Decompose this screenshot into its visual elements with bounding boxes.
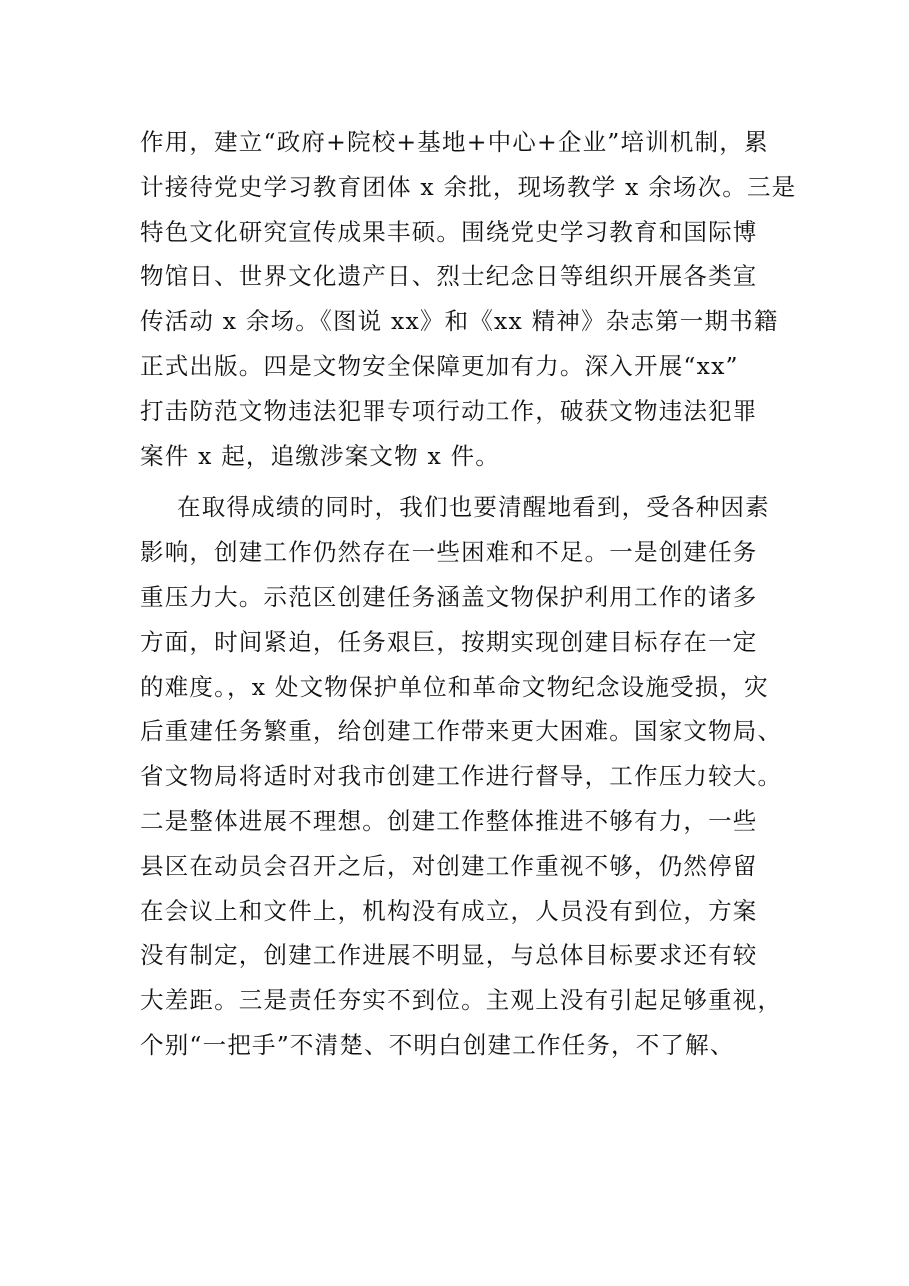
text-line-11: 重压力大。示范区创建任务涵盖文物保护利用工作的诸多	[140, 582, 758, 611]
text-line-12: 方面，时间紧迫，任务艰巨，按期实现创建目标存在一定	[140, 627, 758, 656]
text-line-8: 案件 x 起，追缴涉案文物 x 件。	[140, 441, 500, 470]
text-line-3: 特色文化研究宣传成果丰硕。围绕党史学习教育和国际博	[140, 217, 758, 246]
text-line-13: 的难度。，x 处文物保护单位和革命文物纪念设施受损，灾	[140, 672, 769, 701]
text-line-6: 正式出版。四是文物安全保障更加有力。深入开展“xx”	[140, 351, 739, 380]
text-line-5: 传活动 x 余场。《图说 xx》和《xx 精神》杂志第一期书籍	[140, 307, 779, 336]
text-line-20: 大差距。三是责任夯实不到位。主观上没有引起足够重视，	[140, 986, 783, 1015]
text-line-18: 在会议上和文件上，机构没有成立，人员没有到位，方案	[140, 896, 758, 925]
body-text	[140, 120, 797, 1068]
text-line-2: 计接待党史学习教育团体 x 余批，现场教学 x 余场次。三是	[140, 172, 797, 201]
text-line-15: 省文物局将适时对我市创建工作进行督导，工作压力较大。	[140, 762, 783, 791]
text-line-1: 作用，建立“政府+院校+基地+中心+企业”培训机制，累	[140, 128, 769, 156]
text-line-14: 后重建任务繁重，给创建工作带来更大困难。国家文物局、	[140, 717, 783, 746]
text-line-19: 没有制定，创建工作进展不明显，与总体目标要求还有较	[140, 941, 758, 970]
text-line-10: 影响，创建工作仍然存在一些困难和不足。一是创建任务	[140, 538, 758, 567]
text-line-16: 二是整体进展不理想。创建工作整体推进不够有力，一些	[140, 806, 758, 835]
text-line-21: 个别“一把手”不清楚、不明白创建工作任务，不了解、	[140, 1030, 735, 1059]
text-line-17: 县区在动员会召开之后，对创建工作重视不够，仍然停留	[140, 851, 758, 880]
paragraph-start-line: 在取得成绩的同时，我们也要清醒地看到，受各种因素	[177, 493, 770, 522]
text-line-4: 物馆日、世界文化遗产日、烈士纪念日等组织开展各类宣	[140, 262, 758, 291]
text-line-7: 打击防范文物违法犯罪专项行动工作，破获文物违法犯罪	[140, 396, 758, 425]
